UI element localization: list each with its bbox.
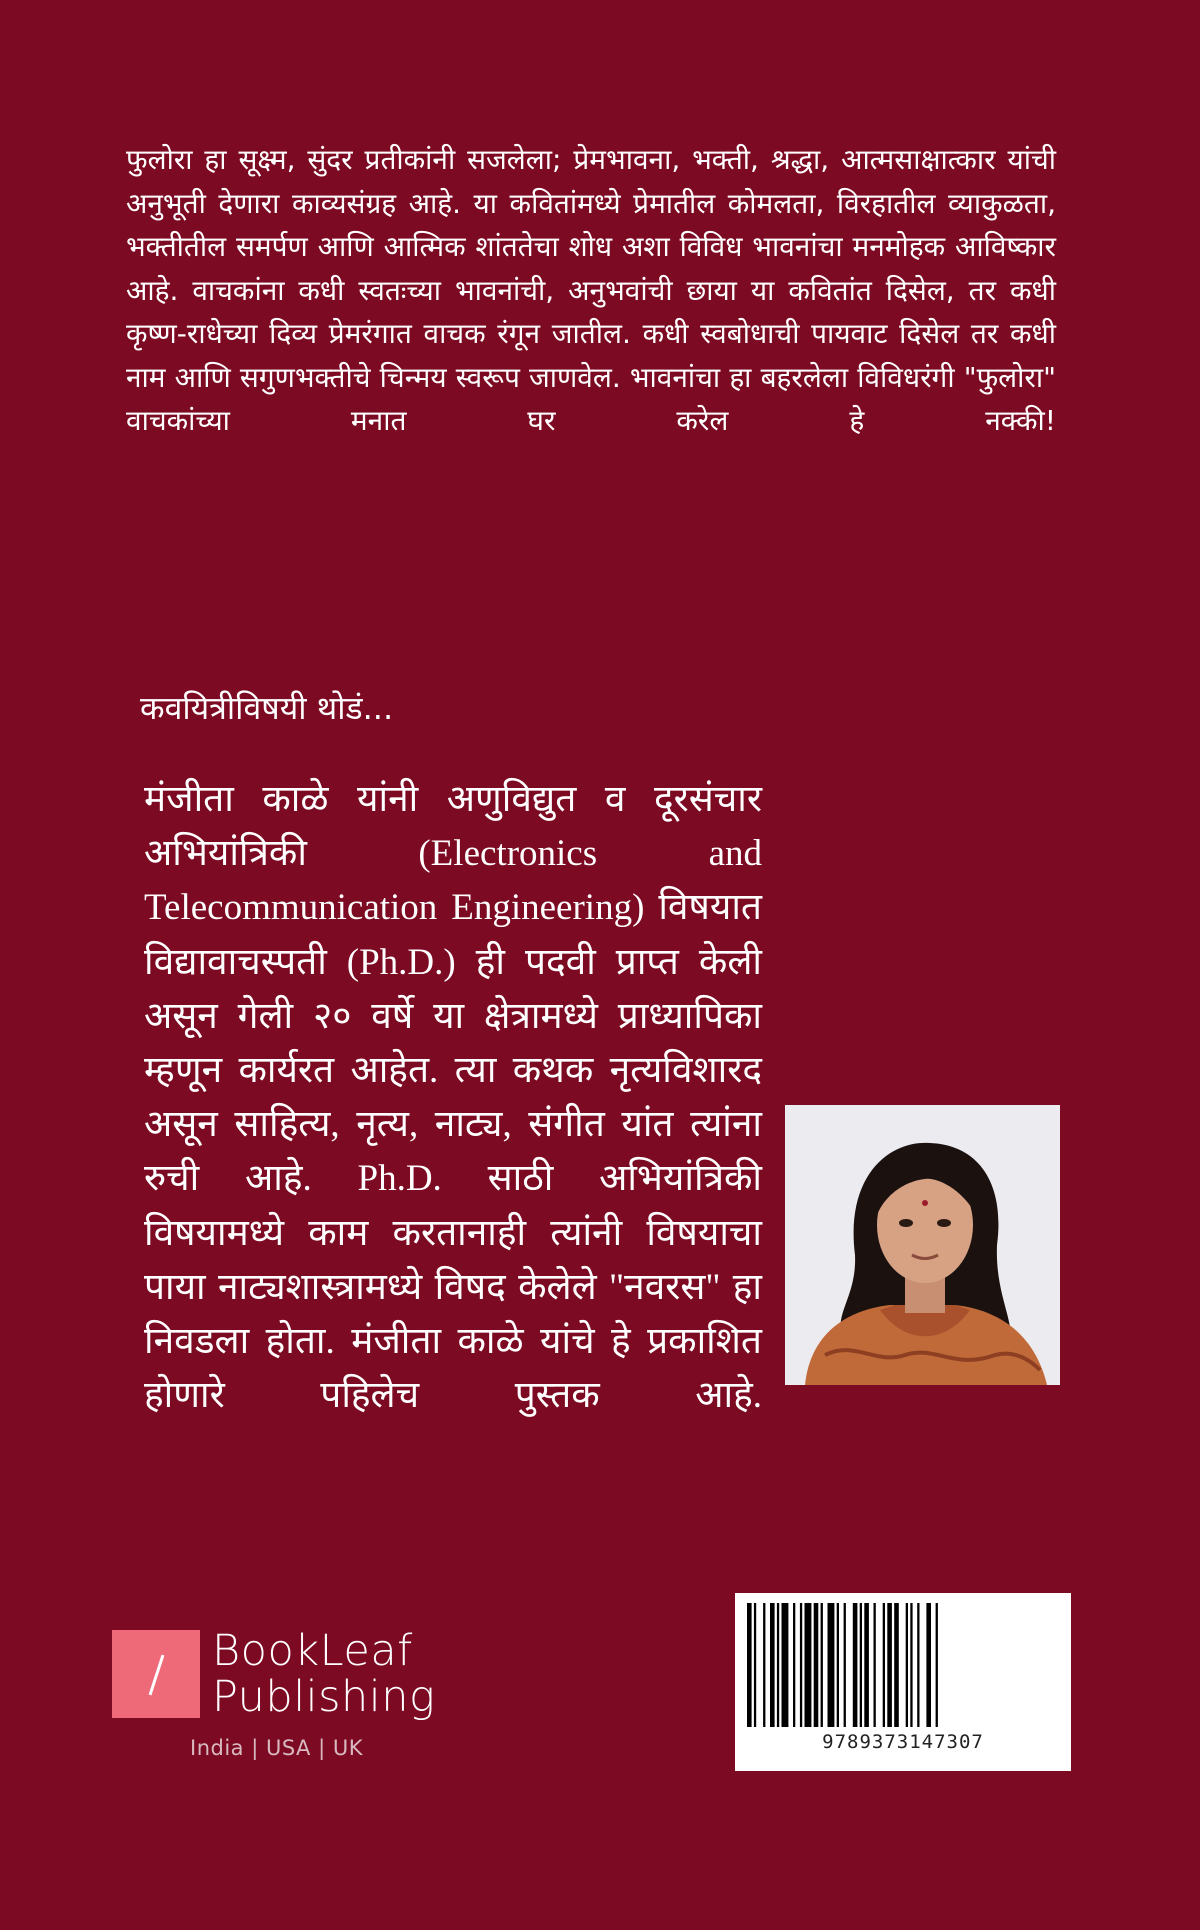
bookleaf-logo-mark-icon [112,1630,200,1718]
barcode-bar [782,1603,789,1727]
isbn-barcode [735,1593,1071,1771]
publisher-name-line1: BookLeaf [212,1626,413,1676]
publisher-regions: India | USA | UK [190,1736,363,1760]
barcode-bar [828,1603,835,1727]
barcode-bar [926,1603,931,1727]
barcode-bar [874,1603,876,1727]
barcode-bar [906,1603,908,1727]
about-author-heading: कवयित्रीविषयी थोडं... [140,689,394,727]
publisher-name-line2: Publishing [212,1672,436,1722]
barcode-bar [793,1603,795,1727]
barcode-bar [837,1603,839,1727]
author-photo [785,1105,1060,1385]
barcode-bar [800,1603,802,1727]
barcode-bar [853,1603,858,1727]
barcode-bar [864,1603,869,1727]
book-blurb: फुलोरा हा सूक्ष्म, सुंदर प्रतीकांनी सजलेला; प्रेमभावना, भक्ती, श्रद्धा, आत्मसाक्षात्कार यांची अनुभूती देणारा काव्यसंग्रह आहे. या कवितांमध्ये प्रेमातील कोमलता, विरहातील व्याकुळता, भक्तीतील समर्पण आणि आत्मिक शांततेचा शोध अशा विविध भावनांचा मनमोहक आविष्कार आहे. वाचकांना कधी स्वतःच्या भावनांची, अनुभवांची छाया या कवितांत दिसेल, तर कधी कृष्ण-राधेच्या दिव्य प्रेमरंगात वाचक रंगून जातील. कधी स्वबोधाची पायवाट दिसेल तर कधी नाम आणि सगुणभक्तीचे चिन्मय स्वरूप जाणवेल. भावनांचा हा बहरलेला विविधरंगी "फुलोरा" वाचकांच्या मनात घर करेल हे नक्की! [126,143,1056,437]
author-photo-icon [785,1105,1060,1385]
barcode-bar [887,1603,892,1727]
barcode-bar [917,1603,919,1727]
barcode-bar [883,1603,885,1727]
barcode-bar [805,1603,812,1727]
barcode-bar [754,1603,756,1727]
author-bio: मंजीता काळे यांनी अणुविद्युत व दूरसंचार अभियांत्रिकी (Electronics and Telecommunication Engineering) विषयात विद्यावाचस्पती (Ph.D.) ही पदवी प्राप्त केली असून गेली २० वर्षे या क्षेत्रामध्ये प्राध्यापिका म्हणून कार्यरत आहेत. त्या कथक नृत्यविशारद असून साहित्य, नृत्य, नाट्य, संगीत यांत त्यांना रुची आहे. Ph.D. साठी अभियांत्रिकी विषयामध्ये काम करतानाही त्यांनी विषयाचा पाया नाट्यशास्त्रामध्ये विषद केलेले "नवरस" हा निवडला होता. मंजीता काळे यांचे हे प्रकाशित होणारे पहिलेच पुस्तक आहे. [144,779,762,1417]
barcode-bars-icon [747,1603,1059,1727]
barcode-bar [936,1603,938,1727]
barcode-bar [747,1603,752,1727]
barcode-bar [860,1603,862,1727]
barcode-bar [770,1603,775,1727]
barcode-bar [910,1603,912,1727]
barcode-bar [821,1603,823,1727]
barcode-bar [814,1603,819,1727]
barcode-bar [844,1603,846,1727]
publisher-logo [112,1628,462,1768]
barcode-bar [894,1603,899,1727]
barcode-bar [763,1603,765,1727]
isbn-number: 9789373147307 [822,1731,984,1753]
barcode-bar [777,1603,779,1727]
